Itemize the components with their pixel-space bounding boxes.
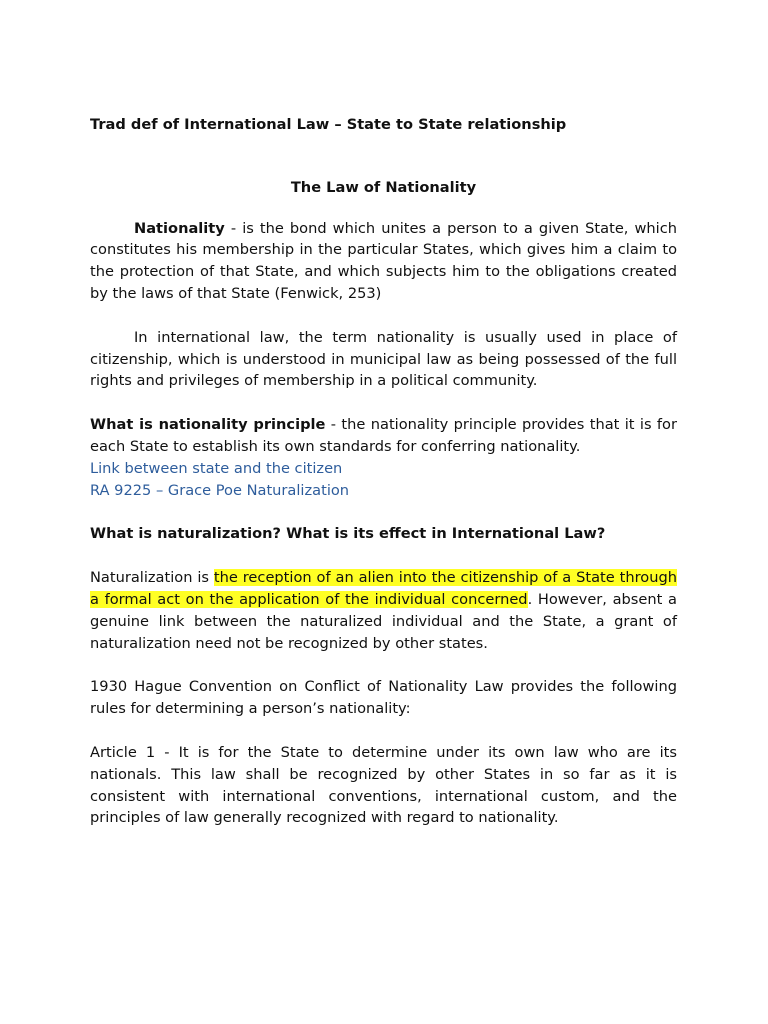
naturalization-lead: Naturalization is [90, 569, 214, 587]
section-title: The Law of Nationality [290, 178, 477, 196]
nationality-principle-term: What is nationality principle [90, 416, 326, 434]
naturalization-paragraph [90, 567, 677, 654]
nationality-principle-paragraph [90, 414, 677, 458]
link-ra-9225: RA 9225 – Grace Poe Naturalization [90, 481, 350, 499]
highlighted-definition: the reception of an alien into the citizenship of a State through a formal act on the application of the individual concerned [90, 569, 677, 608]
nationality-principle-text: - the nationality principle provides that it is for each State to establish its own standards for conferring nationality. [90, 416, 677, 455]
top-heading: Trad def of International Law – State to State relationship [90, 116, 567, 133]
document-page [90, 114, 677, 829]
nationality-definition-paragraph [90, 218, 677, 305]
naturalization-rest: . However, absent a genuine link between the naturalized individual and the State, a grant of naturalization need not be recognized by other states. [90, 590, 677, 652]
link-state-citizen: Link between state and the citizen [90, 459, 343, 477]
article-1-paragraph: Article 1 - It is for the State to determine under its own law who are its nationals. This law shall be recognized by other States in so far as it is consistent with international conventions, international custom, and the principles of law generally recognized with regard to nationality. [90, 743, 677, 827]
naturalization-question-heading: What is naturalization? What is its effect in International Law? [90, 525, 606, 543]
international-law-paragraph: In international law, the term nationality is usually used in place of citizenship, which is understood in municipal law as being possessed of the full rights and privileges of membership in a political community. [90, 328, 677, 390]
nationality-definition-text: - is the bond which unites a person to a given State, which constitutes his membership in the particular States, which gives him a claim to the protection of that State, and which subjects him to the obligations created by the laws of that State (Fenwick, 253) [90, 219, 677, 302]
nationality-term: Nationality [134, 219, 225, 237]
hague-convention-paragraph: 1930 Hague Convention on Conflict of Nationality Law provides the following rules for determining a person’s nationality: [90, 678, 677, 718]
